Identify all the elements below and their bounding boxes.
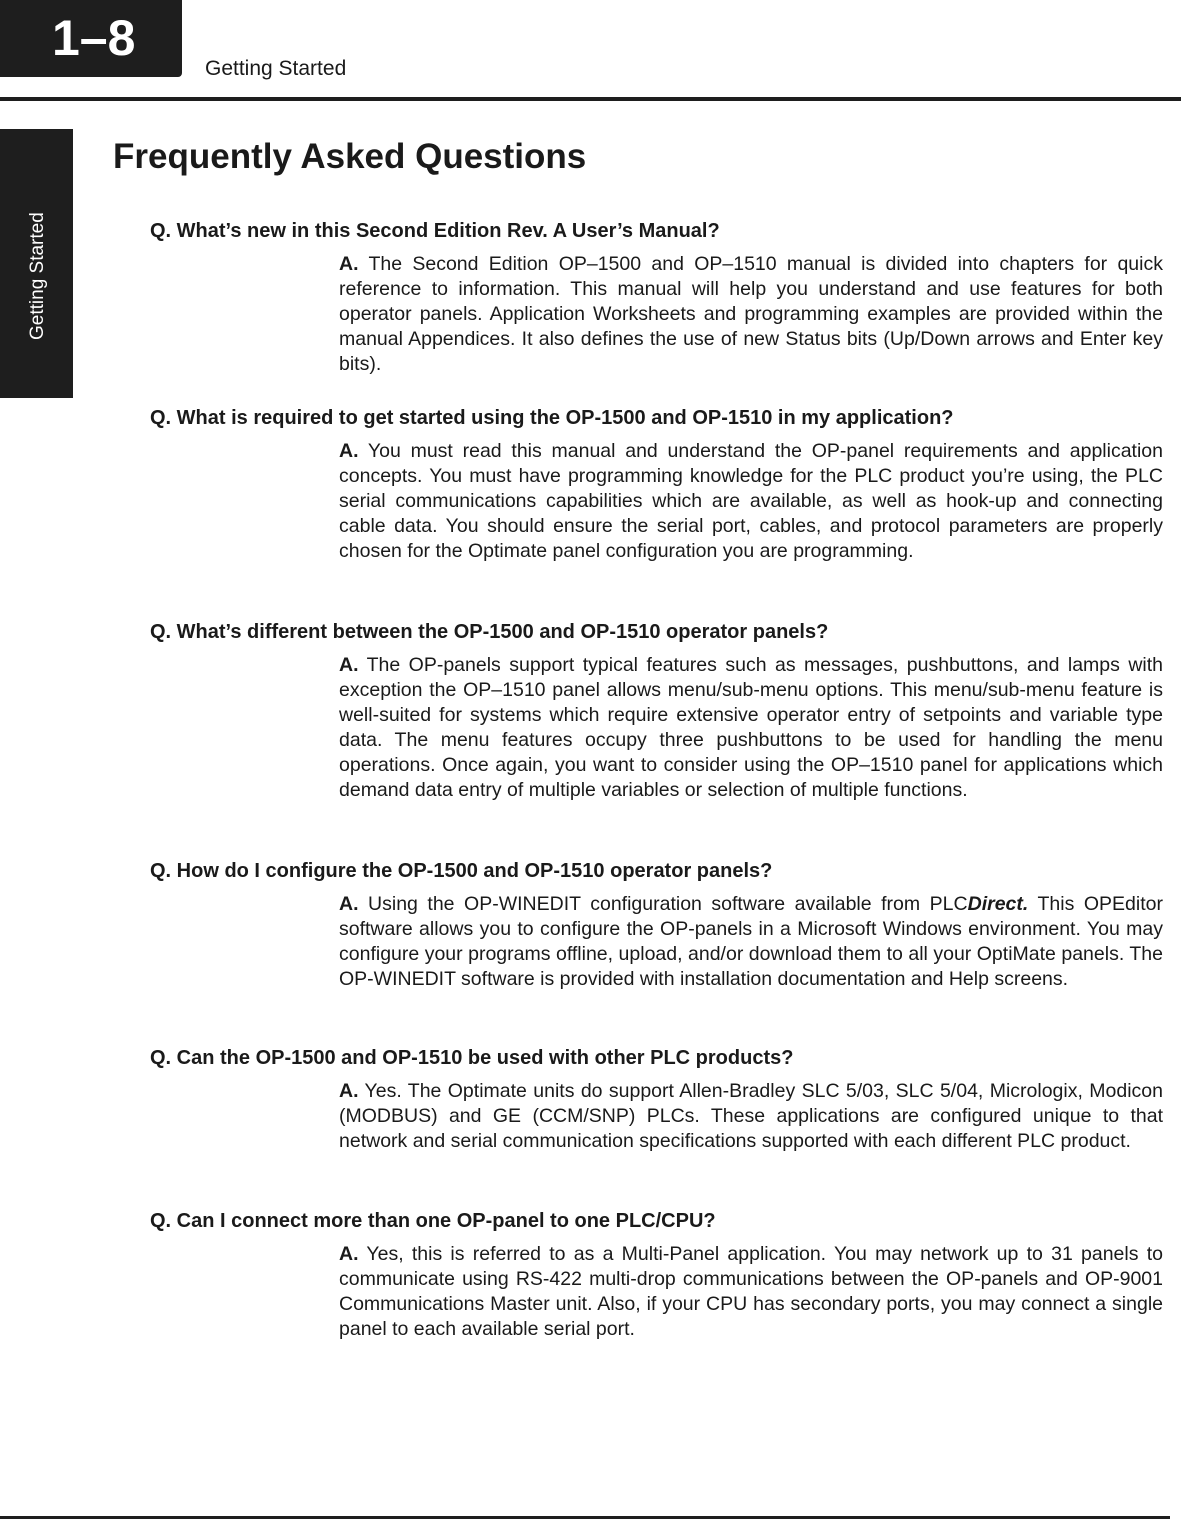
answer-text: The OP-panels support typical features such as messages, pushbuttons, and lamps with exception the OP–1510 panel allows menu/sub-menu options. This menu/sub-menu feature is well-suited for systems which require extensive operator entry of setpoints and variable type data. The menu features occupy three pushbuttons to be used for handling the menu operations. Once again, you want to consider using the OP–1510 panel for applications which demand data entry of multiple variables or selection of multiple functions.: [339, 654, 1163, 801]
answer-text-part1: Using the OP-WINEDIT configuration software available from PLC: [368, 893, 968, 915]
faq-answer: [339, 1242, 1163, 1342]
faq-answer: [339, 653, 1163, 803]
answer-lead: A.: [339, 1243, 359, 1265]
faq-question: Q. Can I connect more than one OP-panel to one PLC/CPU?: [150, 1210, 716, 1232]
faq-answer: [339, 439, 1163, 564]
answer-lead: A.: [339, 893, 359, 915]
faq-question: Q. What’s new in this Second Edition Rev. A User’s Manual?: [150, 220, 720, 242]
header-divider: [0, 97, 1181, 101]
faq-question: Q. What’s different between the OP-1500 and OP-1510 operator panels?: [150, 621, 829, 643]
brand-name: Direct.: [967, 893, 1029, 915]
answer-text: You must read this manual and understand the OP-panel requirements and application concepts. You must have programming knowledge for the PLC product you’re using, the PLC serial communications capabilities which are available, as well as hook-up and connecting cable data. You should ensure the serial port, cables, and protocol parameters are properly chosen for the Optimate panel configuration you are programming.: [339, 440, 1163, 562]
faq-item: [150, 1046, 1163, 1154]
answer-text: Yes, this is referred to as a Multi-Panel application. You may network up to 31 panels to communicate using RS-422 multi-drop communications between the OP-panels and OP-9001 Communications Master unit. Also, if your CPU has secondary ports, you may connect a single panel to each available serial port.: [339, 1243, 1163, 1340]
page-title: Frequently Asked Questions: [113, 137, 587, 176]
faq-item: [150, 219, 1163, 377]
answer-text-part2: This OPEditor software allows you to configure the OP-panels in a Microsoft Windows environment. You may configure your programs offline, upload, and/or download them to all your OptiMate panels. The OP-WINEDIT software is provided with installation documentation and Help screens.: [339, 893, 1163, 990]
faq-answer: [339, 1079, 1163, 1154]
answer-text: Yes. The Optimate units do support Allen-Bradley SLC 5/03, SLC 5/04, Micrologix, Modicon (MODBUS) and GE (CCM/SNP) PLCs. These applications are configured unique to that network and serial communication specifications supported with each different PLC product.: [339, 1080, 1163, 1152]
footer-divider: [0, 1516, 1170, 1519]
answer-lead: A.: [339, 654, 359, 676]
faq-item: [150, 406, 1163, 564]
side-tab-label: Getting Started: [27, 212, 48, 340]
faq-answer: [339, 252, 1163, 377]
faq-question: Q. How do I configure the OP-1500 and OP-1510 operator panels?: [150, 860, 773, 882]
faq-question: Q. Can the OP-1500 and OP-1510 be used with other PLC products?: [150, 1047, 794, 1069]
faq-item: [150, 1209, 1163, 1342]
faq-item: [150, 620, 1163, 803]
faq-answer: [339, 892, 1163, 992]
page-number-badge: 1–8: [0, 0, 182, 77]
running-header: Getting Started: [205, 57, 347, 80]
answer-lead: A.: [339, 1080, 359, 1102]
answer-text: The Second Edition OP–1500 and OP–1510 manual is divided into chapters for quick reference to information. This manual will help you understand and use features for both operator panels. Application Worksheets and programming examples are provided within the manual Appendices. It also defines the use of new Status bits (Up/Down arrows and Enter key bits).: [339, 253, 1163, 375]
faq-item: [150, 859, 1163, 992]
answer-lead: A.: [339, 253, 359, 275]
answer-lead: A.: [339, 440, 359, 462]
faq-question: Q. What is required to get started using the OP-1500 and OP-1510 in my application?: [150, 407, 954, 429]
